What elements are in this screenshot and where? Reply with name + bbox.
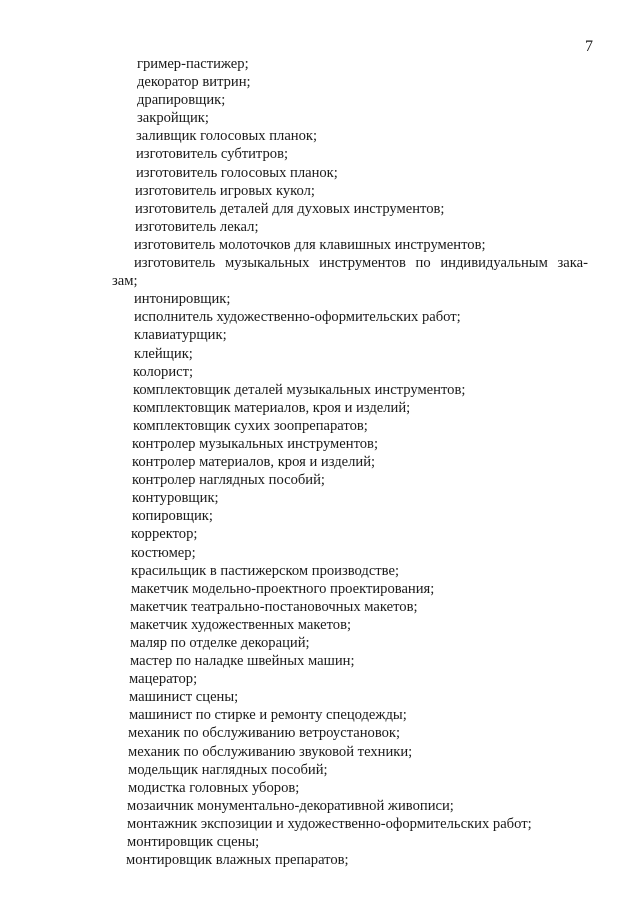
list-item: комплектовщик деталей музыкальных инструментов; bbox=[133, 381, 466, 398]
list-item: машинист по стирке и ремонту спецодежды; bbox=[129, 707, 407, 724]
list-item: машинист сцены; bbox=[129, 689, 239, 706]
page-number: 7 bbox=[585, 38, 593, 55]
list-item: монтажник экспозиции и художественно-оформительских работ; bbox=[127, 815, 532, 832]
list-item: маляр по отделке декораций; bbox=[130, 635, 310, 651]
occupation-list bbox=[0, 55, 640, 869]
list-item: гример-пастижер; bbox=[137, 56, 249, 72]
list-item: колорист; bbox=[133, 363, 194, 380]
list-item: закройщик; bbox=[137, 110, 209, 127]
list-item: корректор; bbox=[131, 526, 198, 543]
list-item: изготовитель музыкальных инструментов по индивидуальным зака- зам; bbox=[112, 255, 588, 290]
list-item: клейщик; bbox=[134, 345, 193, 362]
list-item: копировщик; bbox=[132, 508, 213, 525]
list-item: изготовитель молоточков для клавишных инструментов; bbox=[134, 236, 486, 253]
list-item: мозаичник монументально-декоративной живописи; bbox=[127, 797, 454, 814]
list-item: монтировщик сцены; bbox=[127, 834, 260, 851]
list-item: драпировщик; bbox=[137, 92, 226, 109]
list-item: исполнитель художественно-оформительских работ; bbox=[134, 309, 461, 326]
list-item: изготовитель игровых кукол; bbox=[135, 182, 315, 199]
list-item: декоратор витрин; bbox=[137, 74, 251, 91]
list-item: костюмер; bbox=[131, 544, 196, 561]
list-item: контролер наглядных пособий; bbox=[132, 472, 325, 489]
list-item: изготовитель субтитров; bbox=[136, 146, 289, 163]
list-item: заливщик голосовых планок; bbox=[136, 128, 318, 145]
list-item: изготовитель деталей для духовых инструментов; bbox=[135, 200, 445, 217]
list-item: контролер материалов, кроя и изделий; bbox=[132, 454, 376, 471]
list-item: механик по обслуживанию звуковой техники; bbox=[128, 743, 413, 760]
list-item: макетчик модельно-проектного проектирования; bbox=[131, 580, 435, 597]
list-item: мастер по наладке швейных машин; bbox=[130, 653, 355, 670]
list-item: изготовитель голосовых планок; bbox=[136, 164, 338, 181]
list-item: изготовитель лекал; bbox=[135, 218, 259, 235]
list-item: мацератор; bbox=[129, 671, 198, 688]
list-item: комплектовщик сухих зоопрепаратов; bbox=[133, 417, 368, 434]
list-item: макетчик художественных макетов; bbox=[130, 616, 352, 633]
list-item: монтировщик влажных препаратов; bbox=[126, 852, 349, 869]
list-item: клавиатурщик; bbox=[134, 327, 227, 344]
list-item: контуровщик; bbox=[132, 490, 219, 507]
list-item: комплектовщик материалов, кроя и изделий; bbox=[133, 399, 411, 416]
list-item: модельщик наглядных пособий; bbox=[128, 761, 328, 778]
list-item: контролер музыкальных инструментов; bbox=[132, 435, 379, 452]
list-item: модистка головных уборов; bbox=[128, 779, 300, 796]
list-item: механик по обслуживанию ветроустановок; bbox=[128, 725, 401, 742]
list-item: красильщик в пастижерском производстве; bbox=[131, 562, 400, 579]
list-item: интонировщик; bbox=[134, 291, 231, 308]
list-item: макетчик театрально-постановочных макетов; bbox=[130, 598, 418, 615]
